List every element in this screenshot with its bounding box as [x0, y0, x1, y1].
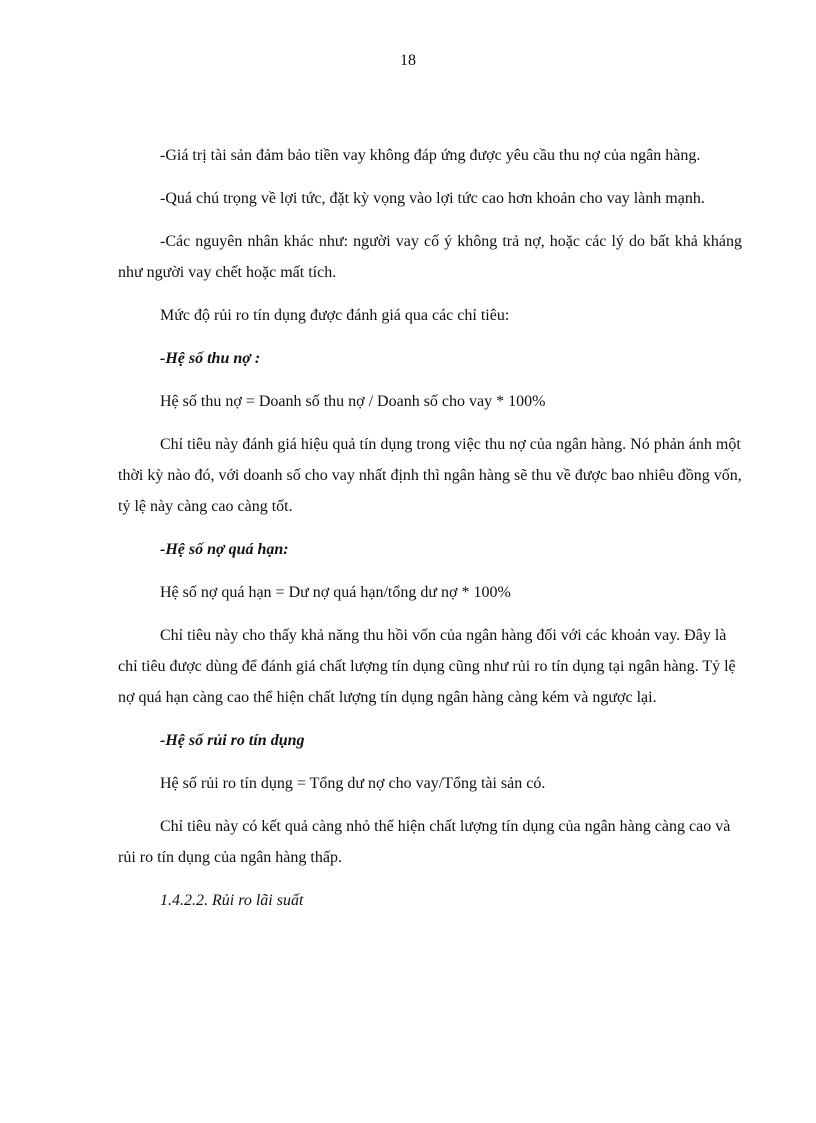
page-number: 18 — [400, 52, 416, 69]
paragraph-other-causes: -Các nguyên nhân khác như: người vay cố ý không trả nợ, hoặc các lý do bất khả kháng như người vay chết hoặc mất tích. — [118, 233, 742, 281]
paragraph-interest-focus: -Quá chú trọng về lợi tức, đặt kỳ vọng vào lợi tức cao hơn khoản cho vay lành mạnh. — [160, 190, 705, 207]
heading-credit-risk-ratio: -Hệ số rủi ro tín dụng — [160, 732, 305, 749]
paragraph-collection-ratio-explanation: Chỉ tiêu này đánh giá hiệu quả tín dụng trong việc thu nợ của ngân hàng. Nó phản ánh một thời kỳ nào đó, với doanh số cho vay nhất định thì ngân hàng sẽ thu về được bao nhiêu đồng vốn, tỷ lệ này càng cao càng tốt. — [118, 436, 742, 515]
heading-overdue-ratio: -Hệ số nợ quá hạn: — [160, 541, 289, 558]
paragraph-overdue-ratio-explanation: Chỉ tiêu này cho thấy khả năng thu hồi vốn của ngân hàng đối với các khoản vay. Đây là chỉ tiêu được dùng để đánh giá chất lượng tín dụng cũng như rủi ro tín dụng tại ngân hàng. Tỷ lệ nợ quá hạn càng cao thể hiện chất lượng tín dụng ngân hàng càng kém và ngược lại. — [118, 627, 736, 706]
paragraph-indicators-intro: Mức độ rủi ro tín dụng được đánh giá qua các chỉ tiêu: — [160, 307, 510, 324]
heading-collection-ratio: -Hệ số thu nợ : — [160, 350, 261, 367]
formula-collection-ratio: Hệ số thu nợ = Doanh số thu nợ / Doanh số cho vay * 100% — [160, 393, 546, 410]
section-heading-interest-rate-risk: 1.4.2.2. Rủi ro lãi suất — [160, 892, 304, 909]
paragraph-credit-risk-explanation: Chỉ tiêu này có kết quả càng nhỏ thể hiện chất lượng tín dụng của ngân hàng càng cao và rủi ro tín dụng của ngân hàng thấp. — [118, 818, 731, 866]
paragraph-collateral: -Giá trị tài sản đảm bảo tiền vay không đáp ứng được yêu cầu thu nợ của ngân hàng. — [160, 147, 701, 164]
page-body — [118, 140, 742, 928]
formula-overdue-ratio: Hệ số nợ quá hạn = Dư nợ quá hạn/tổng dư nợ * 100% — [160, 584, 511, 601]
formula-credit-risk-ratio: Hệ số rủi ro tín dụng = Tổng dư nợ cho vay/Tổng tài sản có. — [160, 775, 546, 792]
